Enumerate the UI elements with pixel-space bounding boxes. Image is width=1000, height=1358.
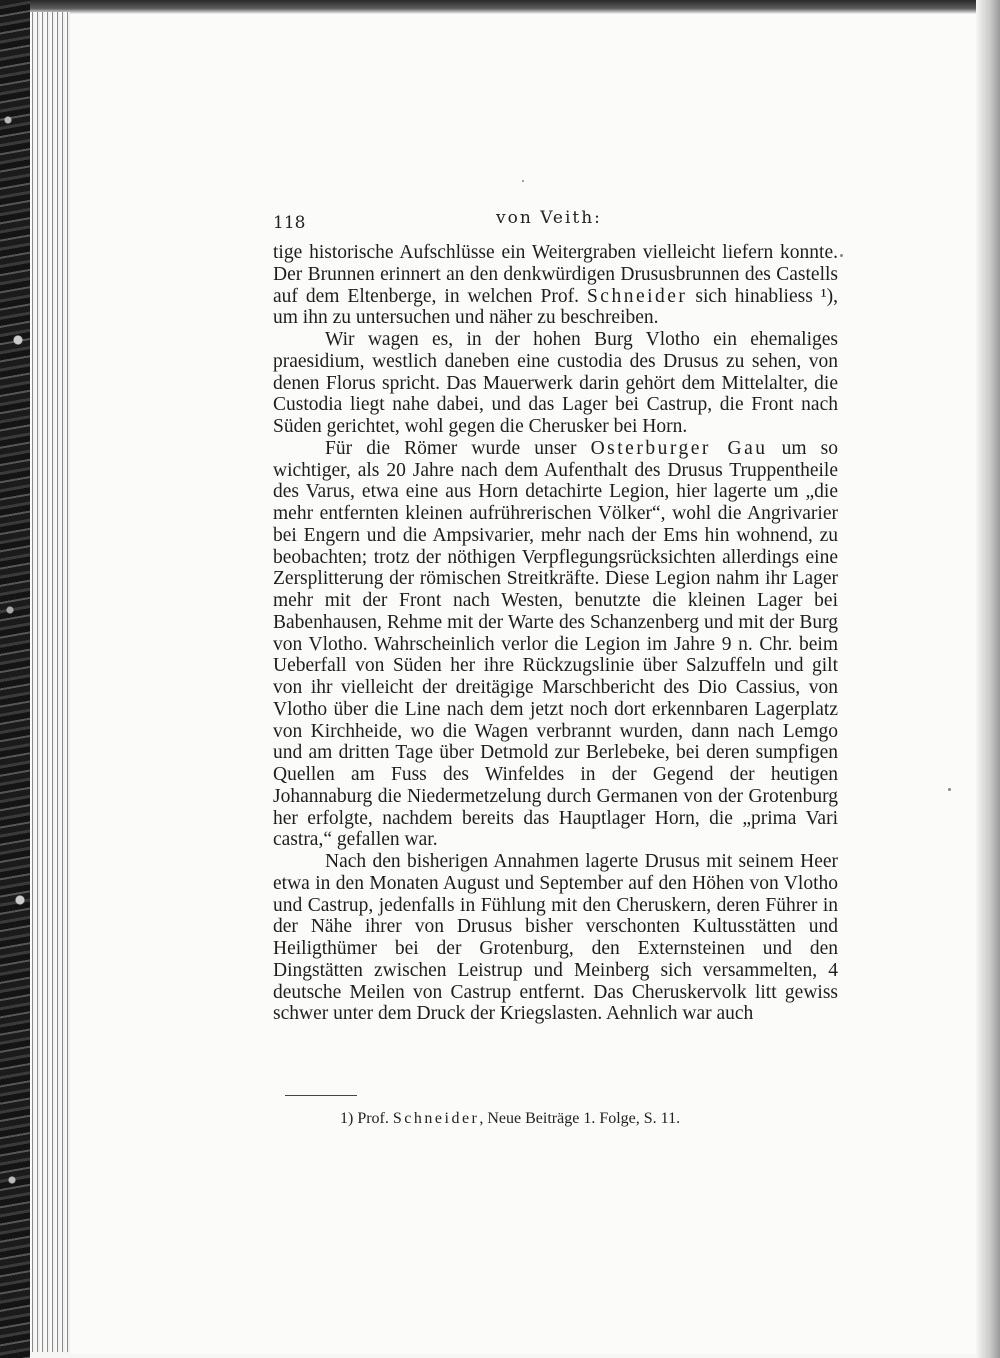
paragraph-1 [273,242,838,329]
footnote-rule [285,1095,357,1096]
page-stack-edges [30,12,70,1352]
paragraph-3-text-end: um so wichtiger, als 20 Jahre nach dem Aufenthalt des Drusus Truppentheile des Varus, etwa eine aus Horn detachirte Legion, hier lagerte um „die mehr entfernten kleinen aufrührerischen Völker“, wohl die Angrivarier bei Engern und die Ampsivarier, mehr nach der Ems hin wohnend, zu beobachten; trotz der nöthigen Verpflegungsrücksichten allerdings eine Zersplitterung der römischen Streitkräfte. Diese Legion nahm ihr Lager mehr mit der Front nach Westen, benutzte die kleinen Lager bei Babenhausen, Rehme mit der Warte des Schanzenberg und mit der Burg von Vlotho. Wahrscheinlich verlor die Legion im Jahre 9 n. Chr. beim Ueberfall von Süden her ihre Rückzugslinie über Salzuffeln und gilt von ihr vielleicht der dreitägige Marschbericht des Dio Cassius, von Vlotho über die Line nach dem jetzt noch dort erkennbaren Lagerplatz von Kirchheide, wo die Wagen verbrannt wurden, dann nach Lemgo und am dritten Tage über Detmold zur Berlebeke, bei deren sumpfigen Quellen am Fuss des Winfeldes in der Gegend der heutigen Johannaburg die Niedermetzelung durch Germanen von der Grotenburg her erfolgte, nachdem bereits das Hauptlager Horn, die „prima Vari castra,“ gefallen war. [273,437,839,851]
footnote-author-name: Schneider [392,1110,480,1127]
page-header [273,208,833,236]
paragraph-3 [273,438,838,851]
right-edge-shadow [976,0,1000,1358]
top-edge-shadow [0,0,1000,14]
paper-speck [948,788,951,791]
author-name-schneider: Schneider [586,285,688,307]
paragraph-2: Wir wagen es, in der hohen Burg Vlotho ein ehemaliges praesidium, westlich daneben eine custodia des Drusus zu sehen, von denen Florus spricht. Das Mauerwerk darin gehört dem Mittelalter, die Custodia liegt nahe dabei, und das Lager bei Castrup, die Front nach Süden gerichtet, wohl gegen die Cherusker bei Horn. [273,329,838,437]
paper-speck [840,254,843,257]
marbled-cover-edge [0,0,30,1358]
paper-speck [522,180,524,182]
footnote-text-end: , Neue Beiträge 1. Folge, S. 11. [479,1110,681,1127]
page-number: 118 [273,213,306,233]
place-name-osterburger-gau: Osterburger Gau [590,437,768,459]
paragraph-1-text-end: sich hinabliess ¹), um ihn zu untersuchen und näher zu beschreiben. [273,285,838,329]
footnote-text: 1) Prof. [340,1110,393,1127]
body-text [273,242,838,1025]
paragraph-3-text: Für die Römer wurde unser [325,437,591,459]
paragraph-4: Nach den bisherigen Annahmen lagerte Drusus mit seinem Heer etwa in den Monaten August und September auf den Höhen von Vlotho und Castrup, jedenfalls in Fühlung mit den Cheruskern, deren Führer in der Nähe ihrer von Drusus bisher verschonten Kultusstätten und Heiligthümer bei der Grotenburg, den Externsteinen und den Dingstätten zwischen Leistrup und Meinberg sich versammelten, 4 deutsche Meilen von Castrup entfernt. Das Cheruskervolk litt gewiss schwer unter dem Druck der Kriegslasten. Aehnlich war auch [273,851,838,1025]
footnote [340,1110,820,1128]
running-head: von Veith: [496,208,602,228]
paragraph-1-text: tige historische Aufschlüsse ein Weitergraben vielleicht liefern konnte. Der Brunnen erinnert an den denkwürdigen Drususbrunnen des Castells auf dem Eltenberge, in welchen Prof. [273,242,838,307]
